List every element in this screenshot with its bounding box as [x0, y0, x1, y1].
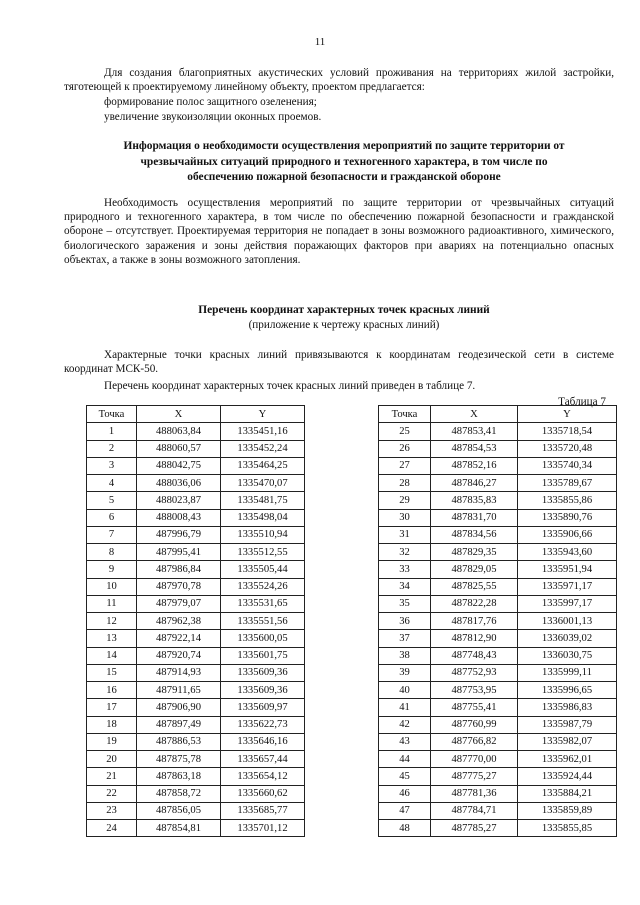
table-row [87, 682, 305, 699]
x-coordinate-cell: 487920,74 [137, 647, 221, 664]
y-coordinate-cell: 1335452,24 [221, 440, 305, 457]
coordinates-heading: Перечень координат характерных точек красных линий [198, 304, 490, 316]
y-coordinate-cell: 1335987,79 [518, 716, 617, 733]
table-row [379, 820, 617, 837]
point-number-cell: 24 [87, 820, 137, 837]
x-coordinate-cell: 488023,87 [137, 492, 221, 509]
x-coordinate-cell: 487834,56 [431, 526, 518, 543]
acoustic-item: формирование полос защитного озеленения; [104, 96, 317, 108]
table-row [87, 647, 305, 664]
table-row [87, 595, 305, 612]
table-row [379, 440, 617, 457]
point-number-cell: 22 [87, 785, 137, 802]
x-coordinate-cell: 487996,79 [137, 526, 221, 543]
table-row [379, 457, 617, 474]
emergency-heading-line: обеспечению пожарной безопасности и гражданской обороне [187, 171, 501, 183]
point-number-cell: 10 [87, 578, 137, 595]
y-coordinate-cell: 1335718,54 [518, 423, 617, 440]
y-coordinate-cell: 1335859,89 [518, 802, 617, 819]
y-coordinate-cell: 1335622,73 [221, 716, 305, 733]
y-coordinate-cell: 1336030,75 [518, 647, 617, 664]
header-x: X [431, 406, 518, 423]
header-y: Y [518, 406, 617, 423]
y-coordinate-cell: 1335890,76 [518, 509, 617, 526]
header-point: Точка [87, 406, 137, 423]
x-coordinate-cell: 488042,75 [137, 457, 221, 474]
y-coordinate-cell: 1335510,94 [221, 526, 305, 543]
x-coordinate-cell: 487835,83 [431, 492, 518, 509]
table-row [87, 526, 305, 543]
table-row [87, 457, 305, 474]
table-row [87, 440, 305, 457]
table-row [379, 733, 617, 750]
x-coordinate-cell: 487856,05 [137, 802, 221, 819]
x-coordinate-cell: 487781,36 [431, 785, 518, 802]
table-row [379, 716, 617, 733]
point-number-cell: 27 [379, 457, 431, 474]
table-row [379, 613, 617, 630]
x-coordinate-cell: 487853,41 [431, 423, 518, 440]
table-header-row [87, 406, 305, 423]
table-row [87, 820, 305, 837]
table-row [379, 526, 617, 543]
y-coordinate-cell: 1335600,05 [221, 630, 305, 647]
y-coordinate-cell: 1335654,12 [221, 768, 305, 785]
table-row [379, 423, 617, 440]
coordinates-table-reference: Перечень координат характерных точек красных линий приведен в таблице 7. [104, 380, 476, 392]
table-row [87, 613, 305, 630]
table-row [379, 561, 617, 578]
y-coordinate-cell: 1335498,04 [221, 509, 305, 526]
table-row [87, 664, 305, 681]
x-coordinate-cell: 487831,70 [431, 509, 518, 526]
y-coordinate-cell: 1335962,01 [518, 751, 617, 768]
coordinates-table-left [86, 405, 305, 837]
emergency-heading [64, 139, 624, 186]
x-coordinate-cell: 487829,05 [431, 561, 518, 578]
header-x: X [137, 406, 221, 423]
coordinates-text: Характерные точки красных линий привязываются к координатам геодезической сети в системе координат МСК-50. [64, 349, 614, 376]
point-number-cell: 5 [87, 492, 137, 509]
y-coordinate-cell: 1335996,65 [518, 682, 617, 699]
y-coordinate-cell: 1335646,16 [221, 733, 305, 750]
x-coordinate-cell: 487846,27 [431, 475, 518, 492]
point-number-cell: 26 [379, 440, 431, 457]
point-number-cell: 18 [87, 716, 137, 733]
table-row [379, 630, 617, 647]
emergency-heading-line: Информация о необходимости осуществления мероприятий по защите территории от [123, 140, 565, 152]
x-coordinate-cell: 487914,93 [137, 664, 221, 681]
table-row [379, 595, 617, 612]
y-coordinate-cell: 1335997,17 [518, 595, 617, 612]
point-number-cell: 23 [87, 802, 137, 819]
x-coordinate-cell: 487986,84 [137, 561, 221, 578]
table-header-row [379, 406, 617, 423]
point-number-cell: 6 [87, 509, 137, 526]
table-row [87, 768, 305, 785]
x-coordinate-cell: 487962,38 [137, 613, 221, 630]
y-coordinate-cell: 1335451,16 [221, 423, 305, 440]
x-coordinate-cell: 487863,18 [137, 768, 221, 785]
point-number-cell: 42 [379, 716, 431, 733]
table-row [379, 492, 617, 509]
x-coordinate-cell: 487922,14 [137, 630, 221, 647]
point-number-cell: 29 [379, 492, 431, 509]
y-coordinate-cell: 1335789,67 [518, 475, 617, 492]
x-coordinate-cell: 487854,81 [137, 820, 221, 837]
point-number-cell: 20 [87, 751, 137, 768]
x-coordinate-cell: 487825,55 [431, 578, 518, 595]
y-coordinate-cell: 1335951,94 [518, 561, 617, 578]
y-coordinate-cell: 1335971,17 [518, 578, 617, 595]
y-coordinate-cell: 1335999,11 [518, 664, 617, 681]
table-row [87, 716, 305, 733]
y-coordinate-cell: 1335906,66 [518, 526, 617, 543]
y-coordinate-cell: 1335924,44 [518, 768, 617, 785]
x-coordinate-cell: 487760,99 [431, 716, 518, 733]
point-number-cell: 40 [379, 682, 431, 699]
point-number-cell: 43 [379, 733, 431, 750]
table-row [379, 578, 617, 595]
point-number-cell: 17 [87, 699, 137, 716]
y-coordinate-cell: 1335701,12 [221, 820, 305, 837]
coordinates-table-right [378, 405, 617, 837]
y-coordinate-cell: 1335609,97 [221, 699, 305, 716]
point-number-cell: 15 [87, 664, 137, 681]
x-coordinate-cell: 488008,43 [137, 509, 221, 526]
x-coordinate-cell: 487785,27 [431, 820, 518, 837]
table-row [379, 751, 617, 768]
x-coordinate-cell: 487852,16 [431, 457, 518, 474]
point-number-cell: 33 [379, 561, 431, 578]
table-row [379, 509, 617, 526]
x-coordinate-cell: 487875,78 [137, 751, 221, 768]
x-coordinate-cell: 487822,28 [431, 595, 518, 612]
point-number-cell: 32 [379, 544, 431, 561]
point-number-cell: 39 [379, 664, 431, 681]
table-row [379, 802, 617, 819]
point-number-cell: 12 [87, 613, 137, 630]
x-coordinate-cell: 487854,53 [431, 440, 518, 457]
emergency-heading-line: чрезвычайных ситуаций природного и техногенного характера, в том числе по [140, 155, 548, 168]
point-number-cell: 25 [379, 423, 431, 440]
point-number-cell: 8 [87, 544, 137, 561]
point-number-cell: 31 [379, 526, 431, 543]
point-number-cell: 11 [87, 595, 137, 612]
x-coordinate-cell: 487775,27 [431, 768, 518, 785]
page-number: 11 [314, 36, 326, 48]
table-row [379, 544, 617, 561]
point-number-cell: 28 [379, 475, 431, 492]
point-number-cell: 14 [87, 647, 137, 664]
point-number-cell: 4 [87, 475, 137, 492]
x-coordinate-cell: 487970,78 [137, 578, 221, 595]
point-number-cell: 36 [379, 613, 431, 630]
y-coordinate-cell: 1335505,44 [221, 561, 305, 578]
x-coordinate-cell: 487858,72 [137, 785, 221, 802]
y-coordinate-cell: 1335685,77 [221, 802, 305, 819]
table-row [379, 699, 617, 716]
point-number-cell: 35 [379, 595, 431, 612]
point-number-cell: 41 [379, 699, 431, 716]
y-coordinate-cell: 1335986,83 [518, 699, 617, 716]
point-number-cell: 44 [379, 751, 431, 768]
table-row [87, 578, 305, 595]
table-row [379, 682, 617, 699]
y-coordinate-cell: 1335512,55 [221, 544, 305, 561]
y-coordinate-cell: 1335470,07 [221, 475, 305, 492]
acoustic-item: увеличение звукоизоляции оконных проемов. [104, 111, 322, 123]
y-coordinate-cell: 1335464,25 [221, 457, 305, 474]
y-coordinate-cell: 1335660,62 [221, 785, 305, 802]
header-point: Точка [379, 406, 431, 423]
x-coordinate-cell: 487766,82 [431, 733, 518, 750]
table-row [87, 561, 305, 578]
table-row [87, 699, 305, 716]
x-coordinate-cell: 487755,41 [431, 699, 518, 716]
table-row [87, 785, 305, 802]
y-coordinate-cell: 1335720,48 [518, 440, 617, 457]
table-row [379, 475, 617, 492]
point-number-cell: 45 [379, 768, 431, 785]
x-coordinate-cell: 488036,06 [137, 475, 221, 492]
point-number-cell: 16 [87, 682, 137, 699]
table-row [87, 733, 305, 750]
y-coordinate-cell: 1336001,13 [518, 613, 617, 630]
y-coordinate-cell: 1335609,36 [221, 682, 305, 699]
y-coordinate-cell: 1335943,60 [518, 544, 617, 561]
y-coordinate-cell: 1335982,07 [518, 733, 617, 750]
table-caption: Таблица 7 [558, 396, 606, 408]
table-row [87, 630, 305, 647]
point-number-cell: 21 [87, 768, 137, 785]
table-row [379, 785, 617, 802]
table-row [87, 492, 305, 509]
point-number-cell: 2 [87, 440, 137, 457]
point-number-cell: 30 [379, 509, 431, 526]
x-coordinate-cell: 487784,71 [431, 802, 518, 819]
point-number-cell: 46 [379, 785, 431, 802]
table-row [87, 423, 305, 440]
x-coordinate-cell: 487911,65 [137, 682, 221, 699]
y-coordinate-cell: 1336039,02 [518, 630, 617, 647]
y-coordinate-cell: 1335601,75 [221, 647, 305, 664]
x-coordinate-cell: 487812,90 [431, 630, 518, 647]
y-coordinate-cell: 1335481,75 [221, 492, 305, 509]
x-coordinate-cell: 487897,49 [137, 716, 221, 733]
y-coordinate-cell: 1335884,21 [518, 785, 617, 802]
acoustic-intro: Для создания благоприятных акустических условий проживания на территориях жилой застройки, тяготеющей к проектируемому линейному объекту, проектом предлагается: [64, 67, 614, 94]
point-number-cell: 3 [87, 457, 137, 474]
y-coordinate-cell: 1335855,85 [518, 820, 617, 837]
point-number-cell: 47 [379, 802, 431, 819]
point-number-cell: 37 [379, 630, 431, 647]
y-coordinate-cell: 1335740,34 [518, 457, 617, 474]
point-number-cell: 48 [379, 820, 431, 837]
y-coordinate-cell: 1335855,86 [518, 492, 617, 509]
x-coordinate-cell: 487906,90 [137, 699, 221, 716]
x-coordinate-cell: 488063,84 [137, 423, 221, 440]
table-row [87, 544, 305, 561]
point-number-cell: 7 [87, 526, 137, 543]
y-coordinate-cell: 1335657,44 [221, 751, 305, 768]
x-coordinate-cell: 487770,00 [431, 751, 518, 768]
point-number-cell: 9 [87, 561, 137, 578]
x-coordinate-cell: 487817,76 [431, 613, 518, 630]
y-coordinate-cell: 1335531,65 [221, 595, 305, 612]
y-coordinate-cell: 1335524,26 [221, 578, 305, 595]
x-coordinate-cell: 487752,93 [431, 664, 518, 681]
x-coordinate-cell: 487748,43 [431, 647, 518, 664]
table-row [87, 751, 305, 768]
table-row [87, 802, 305, 819]
table-row [87, 509, 305, 526]
x-coordinate-cell: 487829,35 [431, 544, 518, 561]
y-coordinate-cell: 1335609,36 [221, 664, 305, 681]
point-number-cell: 34 [379, 578, 431, 595]
x-coordinate-cell: 488060,57 [137, 440, 221, 457]
table-row [379, 664, 617, 681]
x-coordinate-cell: 487995,41 [137, 544, 221, 561]
x-coordinate-cell: 487753,95 [431, 682, 518, 699]
y-coordinate-cell: 1335551,56 [221, 613, 305, 630]
point-number-cell: 38 [379, 647, 431, 664]
point-number-cell: 1 [87, 423, 137, 440]
point-number-cell: 13 [87, 630, 137, 647]
emergency-text: Необходимость осуществления мероприятий по защите территории от чрезвычайных ситуаций природного и техногенного характера, в том числе по обеспечению пожарной безопасности и гражданской обороне – отсутствует. Проектируемая территория не попадает в зоны возможного радиоактивного, химического, биологического заражения и зоны действия поражающих факторов при авариях на потенциально опасных объектах, а также в зоны возможного затопления. [64, 197, 614, 266]
coordinates-subheading: (приложение к чертежу красных линий) [248, 319, 440, 331]
table-row [87, 475, 305, 492]
table-row [379, 647, 617, 664]
x-coordinate-cell: 487979,07 [137, 595, 221, 612]
header-y: Y [221, 406, 305, 423]
table-row [379, 768, 617, 785]
x-coordinate-cell: 487886,53 [137, 733, 221, 750]
point-number-cell: 19 [87, 733, 137, 750]
